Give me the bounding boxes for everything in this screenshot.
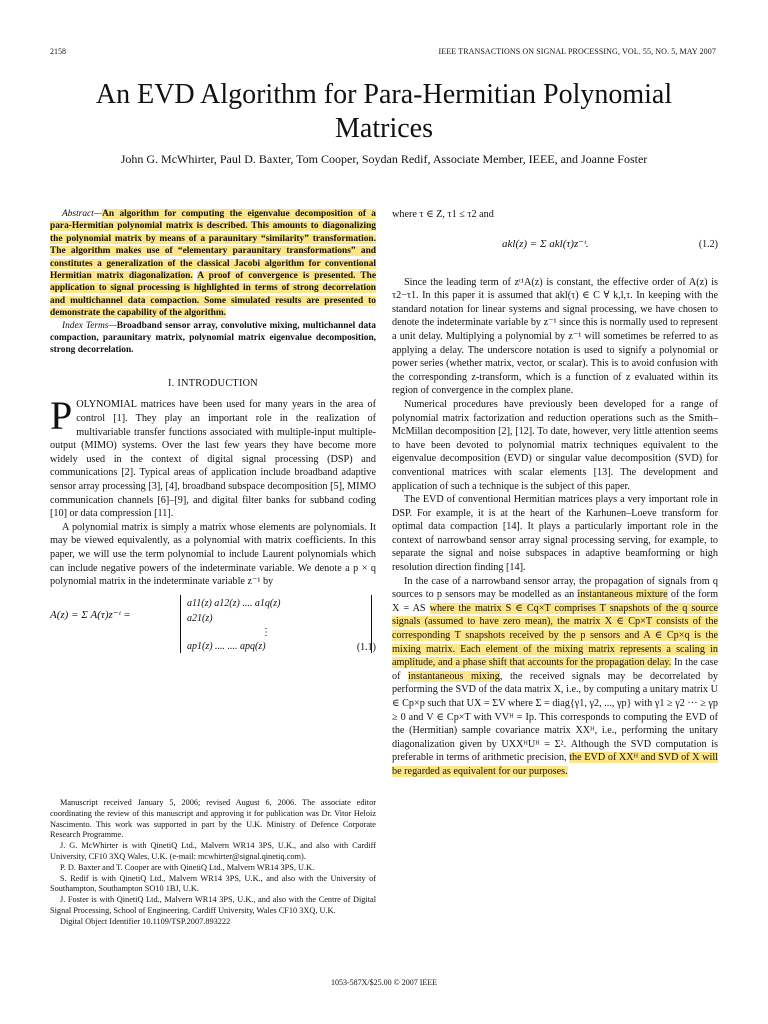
equation-1-1-number: (1.1)	[356, 641, 376, 653]
page-number: 2158	[50, 47, 66, 56]
left-column	[50, 208, 376, 661]
right-paragraph-2: Numerical procedures have previously been developed for a range of polynomial matrix factorization and reduction operations such as the Smith–McMillan decomposition [2], [12]. To date, however, very little attention seems to have been devoted to polynomial matrix techniques equivalent to the eigenvalue decomposition (EVD) or singular value decomposition (SVD) for conventional matrices with scalar elements [13]. The development and application of such a technique is the subject of this paper.	[392, 398, 718, 492]
right-paragraph-1: Since the leading term of zᵗ¹A(z) is constant, the effective order of A(z) is τ2−τ1. In this paper it is assumed that akl(τ) ∈ C ∀ k,l,τ. In keeping with the standard notation for linear systems and signal processing, we have chosen to denote the indeterminate variable by z⁻¹ since this is normally used to represent a unit delay. Multiplying a polynomial by z⁻¹ will sometimes be referred to as applying a delay. The underscore notation is used to signify a polynomial or power series (whether matrix, vector, or scalar). This is to avoid confusion with the corresponding z-transform, which is a function of z evaluated within its region of convergence in the complex plane.	[392, 276, 718, 397]
equation-1-2	[392, 226, 718, 266]
drop-cap: P	[50, 393, 73, 439]
index-terms-text: Broadband sensor array, convolutive mixing, multichannel data compaction, paraunitary matrix, polynomial matrix eigenvalue decomposition, strong decorrelation.	[50, 320, 376, 356]
right-paragraph-3: The EVD of conventional Hermitian matrices plays a very important role in DSP. For example, it is at the heart of the Karhunen–Loeve transform for optimal data compaction [14]. It plays a particularly important role in the context of narrowband sensor array signal processing serving, for example, to separate the signal and noise subspaces in adaptive beamforming or high resolution direction finding [14].	[392, 494, 718, 574]
highlight-mixing-matrix: mixing matrix	[392, 643, 453, 655]
intro-paragraph-1	[50, 393, 376, 520]
equation-1-1-matrix	[180, 595, 372, 653]
journal-header: IEEE TRANSACTIONS ON SIGNAL PROCESSING, VOL. 55, NO. 5, MAY 2007	[438, 47, 716, 56]
index-terms	[50, 320, 376, 357]
matrix-row-4: ap1(z) .... .... apq(z)	[187, 640, 266, 652]
matrix-row-1: a11(z) a12(z) .... a1q(z)	[187, 597, 281, 609]
intro-paragraph-2: A polynomial matrix is simply a matrix whose elements are polynomials. It may be viewed equivalently, as a polynomial with matrix coefficients. In this paper, we will use the term polynomial to include Laurent polynomials which can include negative powers of the indeterminate variable. We denote a p × q polynomial matrix in the indeterminate variable z⁻¹ by	[50, 521, 376, 588]
abstract-highlight-2: The algorithm makes use of “elementary paraunitary transformations” and constitutes a generalization of the classical Jacobi algorithm for conventional Hermitian matrix diagonalization.	[50, 246, 376, 282]
paper-title: An EVD Algorithm for Para-Hermitian Polynomial Matrices	[95, 79, 673, 144]
footnote-6: Digital Object Identifier 10.1109/TSP.2007.893222	[60, 916, 231, 926]
footnote-1: Manuscript received January 5, 2006; revised August 6, 2006. The associate editor coordinating the review of this manuscript and approving it for publication was Dr. Vitor Heloiz Nascimento. This work was supported in part by the U.K. Ministry of Defence Corporate Research Programme.	[50, 798, 376, 840]
abstract-highlight-1: An algorithm for computing the eigenvalue decomposition of a para-Hermitian polynomial matrix is described. This amounts to diagonalizing the polynomial matrix by means of a paraunitary “similarity” transformation.	[50, 209, 376, 244]
footnote-3: P. D. Baxter and T. Cooper are with QinetiQ Ltd., Malvern WR14 3PS, U.K.	[60, 862, 315, 872]
intro-paragraph-1-text: OLYNOMIAL matrices have been used for many years in the area of control [1]. They play an important role in the realization of multivariable transfer functions associated with multiple-input multiple-output (MIMO) systems. Over the last few years they have become more widely used in the context of digital signal processing (DSP) and communications [2]. Typical areas of application include broadband adaptive sensor array processing [3], [4], broadband subspace decomposition [5], MIMO communication channels [6]–[9], and digital filter banks for subband coding [10] or data compression [11].	[50, 399, 376, 520]
abstract	[50, 208, 376, 320]
matrix-row-2: a21(z)	[187, 613, 213, 625]
index-terms-label: Index Terms—	[62, 320, 117, 331]
copyright-footer: 1053-587X/$25.00 © 2007 IEEE	[330, 978, 438, 987]
footnote-4: S. Redif is with QinetiQ Ltd., Malvern WR14 3PS, U.K., and also with the University of Southampton, Southampton SO10 1BJ, U.K.	[50, 873, 376, 894]
p4-text-c: In the case of	[392, 657, 718, 682]
right-paragraph-4	[392, 575, 718, 779]
equation-1-1	[50, 595, 376, 655]
highlight-matrix-definitions: where the matrix S ∈ Cq×T comprises T snapshots of the q source signals (assumed to have zero mean), the matrix X ∈ Cp×T consists of the corresponding T snapshots received by the p sensors and A ∈ Cp×q is the	[392, 602, 718, 642]
abstract-highlight-3: A proof of convergence is presented. The application to signal processing is highlighted in terms of strong decorrelation and multichannel data compaction. Some simulated results are presented to demonstrate the capability of the algorithm.	[50, 271, 376, 319]
highlight-instantaneous-mixing: instantaneous mixing	[408, 670, 500, 682]
equation-1-1-lhs: A(z) = Σ A(τ)z⁻ᵗ =	[50, 608, 131, 621]
p4-text-a: In the case of a narrowband sensor array, the propagation of signals from q sources to p sensors may be modelled as an	[392, 575, 718, 601]
footnote-5: J. Foster is with QinetiQ Ltd., Malvern WR14 3PS, U.K., and also with the Centre of Digital Signal Processing, School of Engineering, Cardiff University, Wales CF10 3XQ, U.K.	[50, 895, 376, 915]
highlight-mixing-description: . Each element of the mixing matrix represents a scaling in amplitude, and a phase shift that accounts for the propagation delay.	[392, 643, 718, 669]
p4-text-d: , the received signals may be decorrelated by performing the SVD of the data matrix X, i.e., by computing a unitary matrix U ∈ Cp×p such that UX = ΣV where Σ = diag{γ1, γ2, ..., γp} with γ1 ≥ γ2 ··· ≥ γp ≥ 0 and V ∈ Cp×T with VVᴴ = Ip. This corresponds to computing the EVD of the (Hermitian) sample covariance matrix XXᴴ, i.e., performing the unitary diagonalization given by UXXᴴUᴴ = Σ². Although the SVD computation is preferable in terms of arithmetic precision,	[392, 670, 719, 764]
where-clause: where τ ∈ Z, τ1 ≤ τ2 and	[392, 209, 494, 220]
highlight-instantaneous-mixture: instantaneous mixture	[577, 589, 668, 601]
equation-1-2-body: akl(z) = Σ akl(τ)z⁻ᵗ.	[502, 237, 589, 250]
abstract-label: Abstract—	[62, 209, 103, 219]
highlight-evd-svd-equivalence: the EVD of XXᴴ and SVD of X will be regarded as equivalent for our purposes.	[392, 752, 718, 777]
right-column	[392, 208, 718, 779]
equation-1-2-number: (1.2)	[698, 238, 718, 250]
matrix-row-3: ⋮	[261, 626, 271, 638]
p4-text-b: of the form X = AS	[392, 589, 718, 614]
section-heading-introduction: I. INTRODUCTION	[168, 377, 258, 389]
footnotes	[50, 798, 376, 928]
author-list: John G. McWhirter, Paul D. Baxter, Tom Cooper, Soydan Redif, Associate Member, IEEE, and Joanne Foster	[120, 152, 648, 166]
footnote-2: J. G. McWhirter is with QinetiQ Ltd., Malvern WR14 3PS, U.K., and also with Cardiff University, CF10 3XQ Wales, U.K. (e-mail: mcwhirter@signal.qinetiq.com).	[50, 841, 376, 861]
